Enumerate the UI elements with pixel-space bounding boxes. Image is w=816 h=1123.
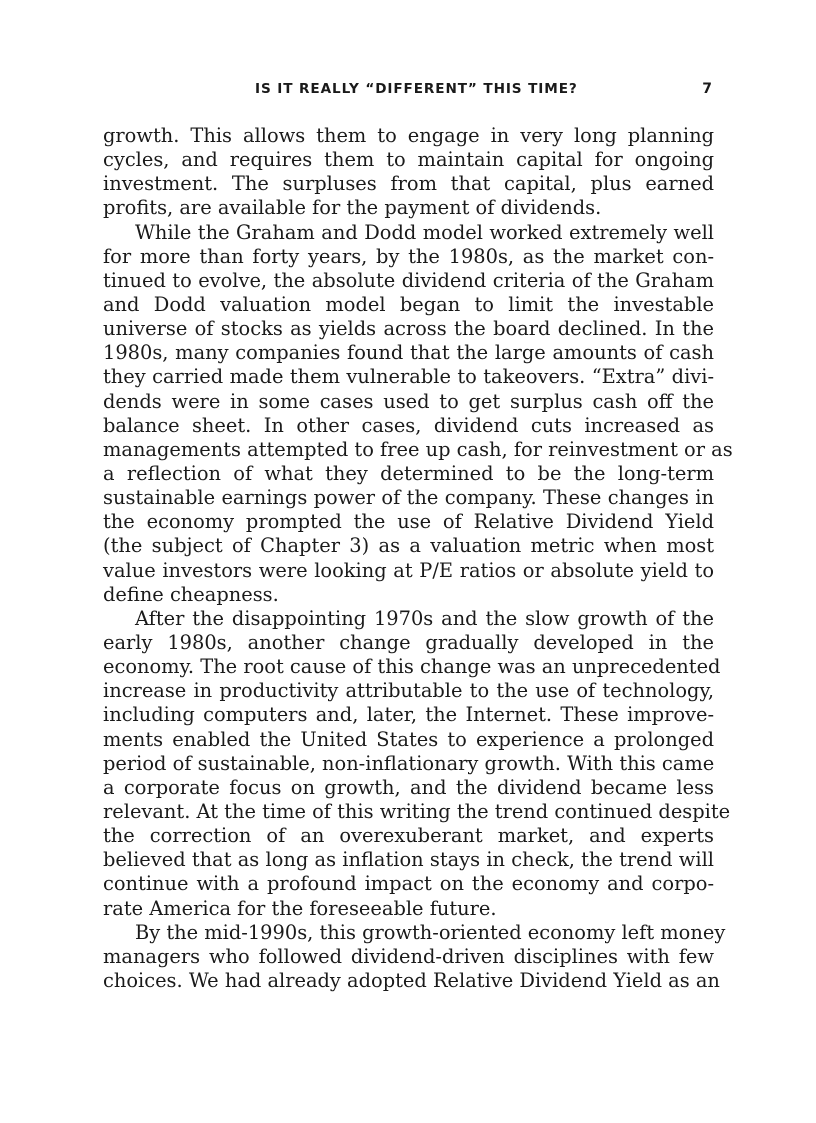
text-line: While the Graham and Dodd model worked extremely well (135, 220, 714, 244)
text-line: continue with a profound impact on the economy and corpo- (103, 872, 714, 896)
text-line: sustainable earnings power of the company. These changes in (103, 486, 714, 510)
text-line: for more than forty years, by the 1980s, as the market con- (103, 244, 714, 268)
text-line: period of sustainable, non-inflationary growth. With this came (103, 751, 715, 775)
body-text (103, 124, 733, 993)
text-line: define cheapness. (103, 582, 279, 606)
text-line: ments enabled the United States to experience a prolonged (103, 727, 714, 751)
page-number: 7 (702, 81, 712, 97)
text-line: economy. The root cause of this change was an unprecedented (103, 655, 721, 679)
running-title: IS IT REALLY “DIFFERENT” THIS TIME? (255, 81, 578, 97)
text-line: relevant. At the time of this writing the trend continued despite (103, 799, 731, 823)
paragraph (103, 606, 731, 921)
text-line: growth. This allows them to engage in very long planning (103, 124, 714, 147)
paragraph (103, 124, 714, 221)
text-line: believed that as long as inflation stays in check, the trend will (103, 848, 714, 872)
text-line: the economy prompted the use of Relative Dividend Yield (103, 510, 714, 534)
text-line: and Dodd valuation model began to limit the investable (103, 292, 714, 316)
text-line: managements attempted to free up cash, for reinvestment or as (103, 437, 733, 461)
running-head (103, 81, 714, 101)
text-line: profits, are available for the payment of dividends. (103, 196, 602, 220)
text-line: the correction of an overexuberant market, and experts (103, 824, 714, 848)
text-line: investment. The surpluses from that capital, plus earned (103, 172, 714, 196)
text-line: including computers and, later, the Internet. These improve- (103, 703, 714, 727)
text-line: universe of stocks as yields across the board declined. In the (103, 317, 714, 341)
text-line: a corporate focus on growth, and the dividend became less (103, 775, 714, 799)
text-line: rate America for the foreseeable future. (103, 896, 497, 920)
text-line: dends were in some cases used to get surplus cash off the (103, 389, 714, 413)
text-line: balance sheet. In other cases, dividend cuts increased as (103, 413, 714, 437)
text-line: managers who followed dividend-driven disciplines with few (103, 944, 714, 968)
paragraph (103, 920, 726, 993)
text-line: tinued to evolve, the absolute dividend criteria of the Graham (103, 268, 714, 292)
text-line: early 1980s, another change gradually developed in the (103, 630, 714, 654)
text-line: By the mid-1990s, this growth-oriented economy left money (135, 920, 726, 944)
text-line: increase in productivity attributable to the use of technology, (103, 679, 714, 703)
text-line: they carried made them vulnerable to takeovers. “Extra” divi- (103, 365, 714, 389)
text-line: 1980s, many companies found that the large amounts of cash (103, 341, 714, 365)
text-line: value investors were looking at P/E ratios or absolute yield to (103, 558, 714, 582)
paragraph (103, 220, 733, 607)
text-line: After the disappointing 1970s and the slow growth of the (135, 606, 714, 630)
text-line: cycles, and requires them to maintain capital for ongoing (103, 148, 714, 172)
text-line: a reflection of what they determined to be the long-term (103, 461, 714, 485)
text-line: choices. We had already adopted Relative Dividend Yield as an (103, 968, 720, 992)
text-line: (the subject of Chapter 3) as a valuation metric when most (103, 534, 714, 558)
